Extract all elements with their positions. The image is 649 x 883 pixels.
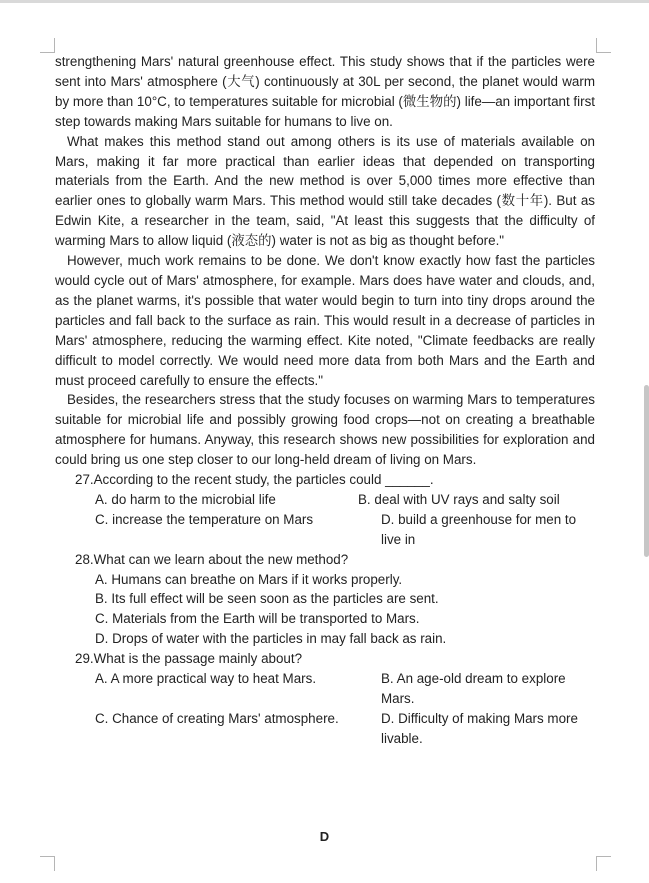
question-28-option-a: A. Humans can breathe on Mars if it works properly. <box>95 571 403 587</box>
question-28-stem: 28.What can we learn about the new method? <box>75 551 349 567</box>
question-27-option-c: C. increase the temperature on Mars <box>95 511 314 527</box>
vertical-scrollbar[interactable] <box>644 385 649 557</box>
question-28-option-c: C. Materials from the Earth will be transported to Mars. <box>95 611 420 627</box>
crop-mark-top-right <box>596 38 611 53</box>
question-28-option-b: B. Its full effect will be seen soon as the particles are sent. <box>95 591 439 607</box>
question-29-option-a: A. A more practical way to heat Mars. <box>95 671 317 687</box>
top-border <box>0 0 649 3</box>
question-29-options <box>55 669 595 749</box>
document-content <box>55 52 595 749</box>
question-28-options <box>55 570 595 650</box>
question-29-option-d: D. Difficulty of making Mars more livable. <box>381 710 578 746</box>
question-29-option-c: C. Chance of creating Mars' atmosphere. <box>95 710 339 726</box>
question-29-option-b: B. An age-old dream to explore Mars. <box>381 671 566 706</box>
crop-mark-bottom-right <box>596 856 611 871</box>
crop-mark-top-left <box>40 38 55 53</box>
question-28-option-d: D. Drops of water with the particles in may fall back as rain. <box>95 631 447 647</box>
question-29-stem: 29.What is the passage mainly about? <box>75 651 303 667</box>
passage-paragraph-2: What makes this method stand out among others is its use of materials available on Mars, making it far more practical than earlier ideas that depended on transporting materials from the Earth. And the new method is over 5,000 times more effective than earlier ones to globally warm Mars. This method would still take decades (数十年). But as Edwin Kite, a researcher in the team, said, "At least this suggests that the difficulty of warming Mars to allow liquid (液态的) water is not as big as thought before." <box>55 133 595 249</box>
passage-paragraph-3: However, much work remains to be done. We don't know exactly how fast the particles would cycle out of Mars' atmosphere, for example. Mars does have water and clouds, and, as the planet warms, it's possible that water would begin to turn into tiny drops around the particles and fall back to the surface as rain. This would result in a decrease of particles in Mars' atmosphere, reducing the warming effect. Kite noted, "Climate feedbacks are really difficult to model correctly. We would need more data from both Mars and the Earth and must proceed carefully to ensure the effects." <box>55 253 595 388</box>
passage-paragraph-1: strengthening Mars' natural greenhouse effect. This study shows that if the particles were sent into Mars' atmosphere (大气) continuously at 30L per second, the planet would warm by more than 10°C, to temperatures suitable for microbial (微生物的) life—an important first step towards making Mars suitable for humans to live on. <box>55 54 595 129</box>
question-27-option-b: B. deal with UV rays and salty soil <box>358 491 560 507</box>
question-27-option-a: A. do harm to the microbial life <box>95 491 276 507</box>
crop-mark-bottom-left <box>40 856 55 871</box>
page-section-letter: D <box>319 829 330 844</box>
question-27-option-d: D. build a greenhouse for men to live in <box>381 511 577 547</box>
passage-paragraph-4: Besides, the researchers stress that the study focuses on warming Mars to temperatures suitable for microbial life and possibly growing food crops—not on creating a breathable atmosphere for humans. Anyway, this research shows new possibilities for exploration and could bring us one step closer to our long-held dream of living on Mars. <box>55 392 595 468</box>
question-27-options <box>55 490 595 550</box>
question-27-stem: 27.According to the recent study, the particles could ______. <box>75 472 434 488</box>
